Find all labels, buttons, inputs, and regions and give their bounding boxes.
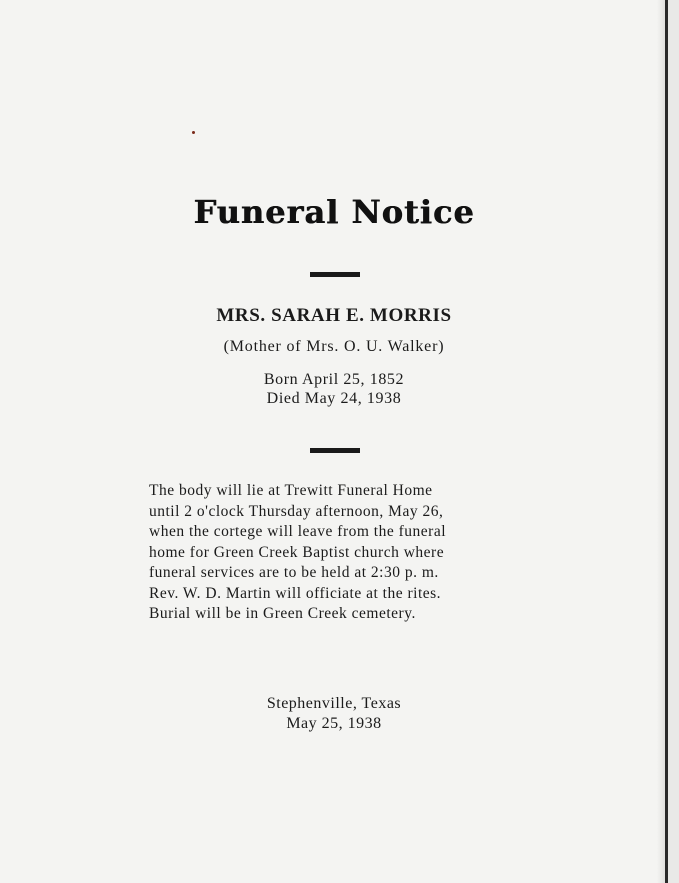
body-line: until 2 o'clock Thursday afternoon, May 26, — [149, 502, 444, 520]
paper-speck — [192, 131, 195, 134]
divider-rule-top — [310, 272, 360, 277]
body-line: Burial will be in Green Creek cemetery. — [149, 605, 416, 622]
body-line: The body will lie at Trewitt Funeral Home — [149, 482, 433, 499]
deceased-name: MRS. SARAH E. MORRIS — [216, 305, 452, 326]
born-date: Born April 25, 1852 — [263, 371, 405, 388]
divider-rule-bottom — [310, 448, 360, 453]
body-line: Rev. W. D. Martin will officiate at the rites. — [149, 584, 442, 602]
notice-title: Funeral Notice — [193, 193, 475, 231]
place-line: Stephenville, Texas — [266, 695, 402, 712]
notice-dateline — [0, 694, 668, 734]
body-line: when the cortege will leave from the funeral — [149, 523, 447, 540]
body-line: funeral services are to be held at 2:30 p. m. — [149, 564, 439, 581]
body-line: home for Green Creek Baptist church where — [149, 543, 445, 561]
died-date: Died May 24, 1938 — [266, 390, 402, 407]
life-dates — [0, 370, 668, 408]
page-edge — [657, 0, 665, 883]
notice-body — [149, 481, 529, 625]
relation-line: (Mother of Mrs. O. U. Walker) — [223, 338, 445, 355]
issue-date: May 25, 1938 — [286, 715, 382, 732]
